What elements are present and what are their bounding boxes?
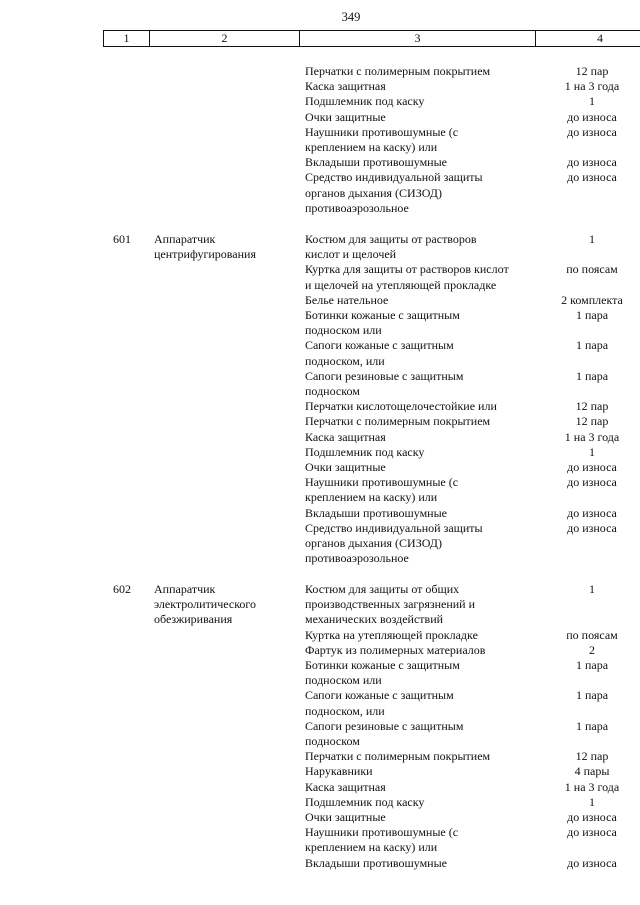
ppe-item: креплением на каску) или [305, 840, 438, 855]
ppe-item: производственных загрязнений и [305, 597, 476, 612]
issue-norm: 1 [589, 794, 595, 809]
profession-name: обезжиривания [154, 612, 233, 627]
issue-norm: до износа [567, 810, 617, 824]
ppe-item: Нарукавники [305, 764, 373, 779]
issue-norm: до износа [567, 505, 617, 520]
ppe-item: креплением на каску) или [305, 490, 438, 505]
ppe-item: Ботинки кожаные с защитным [305, 308, 460, 322]
issue-norm: 4 пары [574, 764, 610, 779]
ppe-item: Вкладыши противошумные [305, 505, 447, 520]
profession-name: центрифугирования [154, 247, 256, 262]
ppe-item: подноском или [305, 323, 382, 338]
issue-norm: 12 пар [575, 749, 609, 764]
profession-name: Аппаратчик [154, 582, 216, 596]
issue-norm: 1 пара [575, 338, 609, 353]
ppe-item: Подшлемник под каску [305, 444, 425, 459]
ppe-item: Сапоги резиновые с защитным [305, 718, 464, 733]
ppe-item: Вкладыши противошумные [305, 855, 447, 870]
row-number: 601 [113, 232, 131, 246]
header-col-4: 4 [535, 31, 640, 46]
issue-norm: до износа [567, 109, 617, 124]
issue-norm: 1 [589, 582, 595, 596]
issue-norm: 1 [589, 444, 595, 459]
profession-name: Аппаратчик [154, 232, 216, 246]
ppe-item: Очки защитные [305, 460, 386, 474]
issue-norm: до износа [567, 825, 617, 840]
ppe-item: Белье нательное [305, 292, 389, 307]
ppe-item: Наушники противошумные (с [305, 825, 459, 840]
issue-norm: 12 пар [575, 64, 609, 78]
issue-norm: 1 пара [575, 718, 609, 733]
issue-norm: 2 комплекта [561, 292, 623, 307]
issue-norm: 12 пар [575, 399, 609, 414]
ppe-item: противоаэрозольное [305, 551, 409, 566]
ppe-item: Вкладыши противошумные [305, 155, 447, 170]
table-header [103, 30, 640, 47]
ppe-item: органов дыхания (СИЗОД) [305, 536, 442, 550]
issue-norm: до износа [567, 475, 617, 490]
issue-norm: до износа [567, 124, 617, 139]
issue-norm: 1 пара [575, 658, 609, 672]
ppe-item: Подшлемник под каску [305, 794, 425, 809]
ppe-item: Костюм для защиты от общих [305, 582, 460, 596]
issue-norm: 1 [589, 94, 595, 109]
ppe-item: Средство индивидуальной защиты [305, 170, 483, 185]
ppe-item: Подшлемник под каску [305, 94, 425, 109]
ppe-item: Куртка для защиты от растворов кислот [305, 262, 509, 277]
header-col-1: 1 [103, 31, 149, 46]
ppe-item: Сапоги кожаные с защитным [305, 338, 454, 353]
ppe-item: Каска защитная [305, 79, 386, 94]
ppe-item: Сапоги кожаные с защитным [305, 688, 454, 703]
ppe-item: Перчатки с полимерным покрытием [305, 64, 491, 78]
ppe-item: Фартук из полимерных материалов [305, 642, 486, 657]
issue-norm: 1 пара [575, 308, 609, 322]
issue-norm: 1 пара [575, 368, 609, 383]
ppe-item: креплением на каску) или [305, 140, 438, 154]
issue-norm: до износа [567, 520, 617, 535]
issue-norm: 1 на 3 года [564, 79, 620, 94]
issue-norm: до износа [567, 155, 617, 170]
issue-norm: 1 на 3 года [564, 779, 620, 794]
ppe-item: Средство индивидуальной защиты [305, 520, 483, 535]
issue-norm: 1 пара [575, 688, 609, 703]
issue-norm: 1 [589, 232, 595, 246]
issue-norm: 12 пар [575, 414, 609, 429]
row-number: 602 [113, 582, 131, 596]
ppe-item: и щелочей на утепляющей прокладке [305, 277, 497, 292]
header-col-3: 3 [299, 31, 535, 46]
ppe-item: Куртка на утепляющей прокладке [305, 627, 478, 642]
issue-norm: 2 [589, 642, 595, 657]
ppe-item: кислот и щелочей [305, 247, 397, 262]
profession-name: электролитического [154, 597, 257, 612]
ppe-item: Очки защитные [305, 109, 386, 124]
issue-norm: по поясам [566, 262, 618, 277]
issue-norm: 1 на 3 года [564, 429, 620, 444]
ppe-item: Ботинки кожаные с защитным [305, 658, 460, 672]
issue-norm: до износа [567, 170, 617, 185]
ppe-item: Очки защитные [305, 810, 386, 824]
issue-norm: до износа [567, 855, 617, 870]
ppe-item: подноском или [305, 673, 382, 688]
page-number: 349 [341, 10, 361, 24]
issue-norm: по поясам [566, 627, 618, 642]
ppe-item: подноском, или [305, 703, 385, 718]
ppe-item: Наушники противошумные (с [305, 124, 459, 139]
ppe-item: противоаэрозольное [305, 200, 409, 215]
ppe-item: органов дыхания (СИЗОД) [305, 185, 442, 200]
ppe-item: Костюм для защиты от растворов [305, 232, 477, 246]
ppe-item: Сапоги резиновые с защитным [305, 368, 464, 383]
ppe-item: Перчатки с полимерным покрытием [305, 414, 491, 429]
ppe-item: Каска защитная [305, 429, 386, 444]
ppe-item: Каска защитная [305, 779, 386, 794]
ppe-item: подноском [305, 384, 360, 398]
ppe-item: механических воздействий [305, 612, 444, 627]
header-col-2: 2 [149, 31, 299, 46]
issue-norm: до износа [567, 460, 617, 474]
ppe-item: Наушники противошумные (с [305, 475, 459, 490]
ppe-item: Перчатки кислотощелочестойкие или [305, 399, 497, 414]
ppe-item: Перчатки с полимерным покрытием [305, 749, 491, 764]
ppe-item: подноском [305, 734, 360, 748]
ppe-item: подноском, или [305, 353, 385, 368]
